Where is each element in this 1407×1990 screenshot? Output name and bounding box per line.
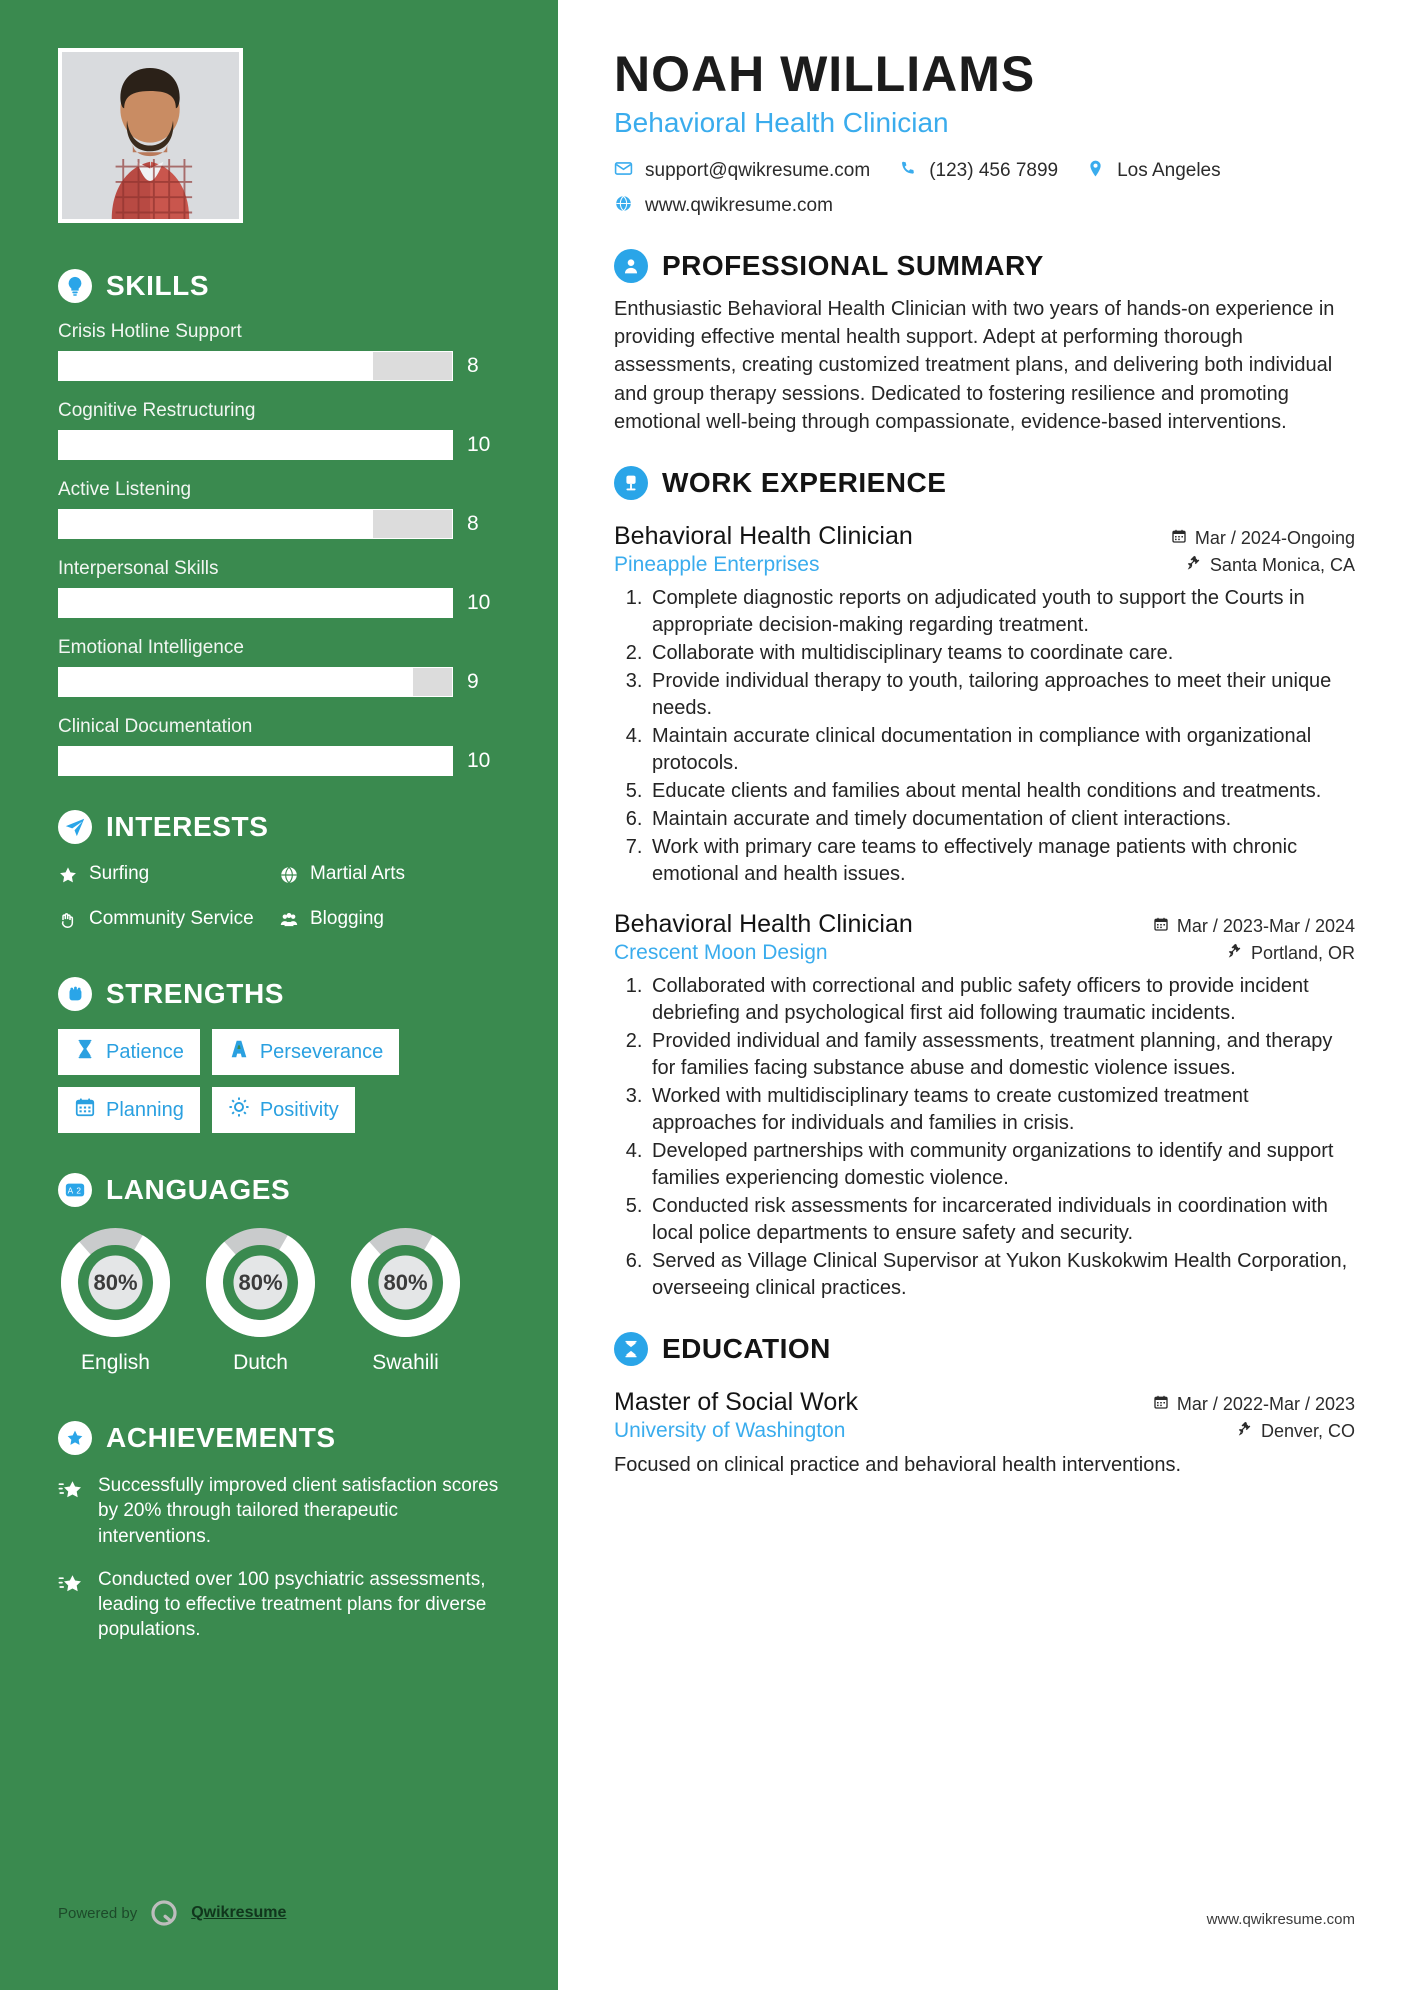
job-bullet: 7. Work with primary care teams to effectively manage patients with chronic emotional and health issues. <box>648 834 1355 888</box>
language-item <box>58 1225 173 1375</box>
contact-email-text: support@qwikresume.com <box>645 160 871 181</box>
sidebar <box>0 0 558 1990</box>
languages-section <box>58 1173 500 1375</box>
education-degree: Master of Social Work <box>614 1388 859 1417</box>
strength-label: Planning <box>106 1098 184 1121</box>
job-location: Santa Monica, CA <box>1186 555 1355 576</box>
skill-bar <box>58 430 453 460</box>
job-bullet: 5. Educate clients and families about mental health conditions and treatments. <box>648 778 1355 805</box>
fist-icon <box>58 977 92 1011</box>
email-icon <box>614 159 633 184</box>
job-bullet: 4. Developed partnerships with community organizations to identify and support families experiencing domestic violence. <box>648 1138 1355 1192</box>
strength-item <box>212 1087 355 1133</box>
skill-name: Cognitive Restructuring <box>58 400 256 421</box>
language-item <box>203 1225 318 1375</box>
phone-icon <box>898 159 917 184</box>
contact-location-text: Los Angeles <box>1117 160 1221 181</box>
language-name: English <box>81 1351 150 1375</box>
professional-summary-section <box>614 249 1355 437</box>
skill-value: 8 <box>467 354 479 377</box>
briefcase-chair-icon <box>614 466 648 500</box>
interest-item <box>58 907 279 938</box>
job-dates: Mar / 2024-Ongoing <box>1171 528 1355 549</box>
education-section <box>614 1332 1355 1479</box>
contact-email[interactable] <box>614 159 870 184</box>
contact-location <box>1086 159 1221 184</box>
language-percent: 80% <box>93 1269 138 1295</box>
lightbulb-icon <box>58 269 92 303</box>
skills-section <box>58 269 500 776</box>
work-experience-header <box>614 466 1355 500</box>
job-bullet: 4. Maintain accurate clinical documentation in compliance with organizational protocols. <box>648 723 1355 777</box>
job-dates: Mar / 2023-Mar / 2024 <box>1153 916 1355 937</box>
skill-item <box>58 558 500 618</box>
skill-value: 10 <box>467 591 491 614</box>
professional-summary-header <box>614 249 1355 283</box>
strength-label: Positivity <box>259 1098 339 1121</box>
skill-value: 10 <box>467 749 491 772</box>
contact-website[interactable] <box>614 194 833 219</box>
qwikresume-logo-icon <box>149 1898 179 1928</box>
svg-text:2: 2 <box>76 1187 81 1197</box>
skills-title: SKILLS <box>106 270 210 301</box>
paper-plane-icon <box>58 810 92 844</box>
professional-summary-title: PROFESSIONAL SUMMARY <box>662 249 1044 281</box>
professional-summary-text: Enthusiastic Behavioral Health Clinician with two years of hands-on experience in providing effective mental health support. Adept at performing thorough assessments, creating customized treatment plans, and delivering both individual and group therapy sessions. Dedicated to fostering resilience and promoting emotional well-being through compassionate, evidence-based interventions. <box>614 297 1335 434</box>
job-location: Portland, OR <box>1227 943 1355 964</box>
strengths-title: STRENGTHS <box>106 978 285 1010</box>
strength-label: Perseverance <box>259 1040 384 1063</box>
profile-photo <box>58 48 243 223</box>
language-name: Dutch <box>233 1351 288 1375</box>
strength-item <box>212 1029 399 1075</box>
skill-name: Clinical Documentation <box>58 716 253 737</box>
globe-icon <box>614 194 633 219</box>
language-percent: 80% <box>383 1269 428 1295</box>
job-bullet: 1. Collaborated with correctional and public safety officers to provide incident debriefing and psychological first aid following traumatic incidents. <box>648 973 1355 1027</box>
languages-header <box>58 1173 500 1207</box>
job-title: Behavioral Health Clinician <box>614 522 913 551</box>
education-school: University of Washington <box>614 1419 846 1443</box>
skill-value: 8 <box>467 512 479 535</box>
achievement-item <box>58 1567 500 1642</box>
achievement-text: Successfully improved client satisfaction scores by 20% through tailored therapeutic interventions. <box>98 1475 499 1547</box>
contact-block <box>614 159 1355 219</box>
achievements-list <box>58 1473 500 1641</box>
sun-icon <box>228 1096 250 1124</box>
job-bullet: 1. Complete diagnostic reports on adjudicated youth to support the Courts in appropriate decision-making regarding treatment. <box>648 585 1355 639</box>
education-description: Focused on clinical practice and behavioral health interventions. <box>614 1454 1182 1477</box>
interests-list <box>58 862 500 951</box>
globe-icon <box>279 862 299 893</box>
skill-item <box>58 400 500 460</box>
languages-title: LANGUAGES <box>106 1174 291 1206</box>
skill-value: 10 <box>467 433 491 456</box>
job-bullet: 3. Provide individual therapy to youth, tailoring approaches to meet their unique needs. <box>648 668 1355 722</box>
skill-bar <box>58 351 453 381</box>
achievements-header <box>58 1421 500 1455</box>
education-title: EDUCATION <box>662 1333 831 1365</box>
job-bullet: 2. Provided individual and family assessments, treatment planning, and therapy for families facing substance abuse and domestic violence issues. <box>648 1028 1355 1082</box>
skill-value: 9 <box>467 670 479 693</box>
achievements-section <box>58 1421 500 1641</box>
interest-item <box>279 862 500 893</box>
languages-list <box>58 1225 500 1375</box>
location-pin-icon <box>1086 159 1105 184</box>
job-bullet: 6. Maintain accurate and timely documentation of client interactions. <box>648 806 1355 833</box>
calendar-icon <box>1153 1394 1169 1415</box>
person-circle-icon <box>614 249 648 283</box>
interest-item <box>58 862 279 893</box>
job-organization: Pineapple Enterprises <box>614 553 820 577</box>
candidate-name: NOAH WILLIAMS <box>614 46 1036 102</box>
education-entry <box>614 1388 1355 1479</box>
skill-name: Interpersonal Skills <box>58 558 219 579</box>
contact-website-text: www.qwikresume.com <box>645 195 833 216</box>
skill-name: Crisis Hotline Support <box>58 321 242 342</box>
star-icon <box>58 862 78 893</box>
main-content <box>558 0 1407 1990</box>
hourglass-icon <box>74 1038 96 1066</box>
interests-section <box>58 810 500 951</box>
job-bullet: 3. Worked with multidisciplinary teams to create customized treatment approaches for individuals and families in crisis. <box>648 1083 1355 1137</box>
location-pin-icon <box>1237 1421 1253 1442</box>
interest-label: Martial Arts <box>310 863 406 884</box>
skill-name: Active Listening <box>58 479 192 500</box>
people-group-icon <box>279 907 299 938</box>
calendar-icon <box>1171 528 1187 549</box>
achievement-text: Conducted over 100 psychiatric assessments, leading to effective treatment plans for diverse populations. <box>98 1568 487 1640</box>
skill-bar <box>58 588 453 618</box>
skill-bar <box>58 509 453 539</box>
skill-bar <box>58 667 453 697</box>
strengths-section <box>58 977 500 1133</box>
language-ring <box>58 1225 173 1340</box>
language-item <box>348 1225 463 1375</box>
education-list <box>614 1388 1355 1479</box>
work-experience-section <box>614 466 1355 1302</box>
interest-label: Community Service <box>89 907 254 929</box>
job-bullets <box>648 585 1355 888</box>
candidate-role: Behavioral Health Clinician <box>614 106 949 138</box>
job-title: Behavioral Health Clinician <box>614 910 913 939</box>
mountain-icon <box>228 1038 250 1066</box>
skills-list <box>58 321 500 776</box>
interests-title: INTERESTS <box>106 811 269 842</box>
achievement-item <box>58 1473 500 1548</box>
education-dates: Mar / 2022-Mar / 2023 <box>1153 1394 1355 1415</box>
skill-item <box>58 637 500 697</box>
contact-phone[interactable] <box>898 159 1058 184</box>
translate-icon <box>58 1173 92 1207</box>
calendar-icon <box>74 1096 96 1124</box>
job-bullets <box>648 973 1355 1302</box>
strength-item <box>58 1087 200 1133</box>
calendar-icon <box>1153 916 1169 937</box>
strengths-header <box>58 977 500 1011</box>
job-bullet: 2. Collaborate with multidisciplinary teams to coordinate care. <box>648 640 1355 667</box>
job-entry <box>614 522 1355 888</box>
badge-star-icon <box>58 1421 92 1455</box>
skill-name: Emotional Intelligence <box>58 637 244 658</box>
skill-item <box>58 479 500 539</box>
shooting-star-icon <box>58 1567 84 1642</box>
education-location: Denver, CO <box>1237 1421 1355 1442</box>
job-organization: Crescent Moon Design <box>614 941 828 965</box>
graduation-icon <box>614 1332 648 1366</box>
interest-label: Blogging <box>310 907 384 929</box>
job-bullet: 5. Conducted risk assessments for incarcerated individuals in coordination with local police departments to ensure safety and security. <box>648 1193 1355 1247</box>
language-ring <box>203 1225 318 1340</box>
skill-item <box>58 716 500 776</box>
svg-text:A: A <box>67 1187 74 1197</box>
skill-bar <box>58 746 453 776</box>
job-entry <box>614 910 1355 1302</box>
powered-by <box>58 1898 286 1928</box>
interest-item <box>279 907 500 938</box>
strength-item <box>58 1029 200 1075</box>
job-bullet: 6. Served as Village Clinical Supervisor at Yukon Kuskokwim Health Corporation, overseeing clinical practices. <box>648 1248 1355 1302</box>
strengths-list <box>58 1029 500 1133</box>
shooting-star-icon <box>58 1473 84 1548</box>
skills-header <box>58 269 500 303</box>
work-experience-title: WORK EXPERIENCE <box>662 467 947 499</box>
skill-item <box>58 321 500 381</box>
helping-hand-icon <box>58 907 78 938</box>
location-pin-icon <box>1227 943 1243 964</box>
qwikresume-link[interactable]: Qwikresume <box>191 1904 287 1921</box>
interests-header <box>58 810 500 844</box>
main-footer-url: www.qwikresume.com <box>1206 1911 1355 1928</box>
contact-row-2 <box>614 194 1355 219</box>
location-pin-icon <box>1186 555 1202 576</box>
strength-label: Patience <box>106 1040 184 1063</box>
interest-label: Surfing <box>89 863 150 884</box>
powered-by-label: Powered by <box>58 1904 138 1922</box>
language-percent: 80% <box>238 1269 283 1295</box>
education-header <box>614 1332 1355 1366</box>
achievements-title: ACHIEVEMENTS <box>106 1422 336 1454</box>
language-name: Swahili <box>372 1351 439 1375</box>
language-ring <box>348 1225 463 1340</box>
jobs-list <box>614 522 1355 1302</box>
contact-row-1 <box>614 159 1355 184</box>
contact-phone-text: (123) 456 7899 <box>929 160 1059 181</box>
